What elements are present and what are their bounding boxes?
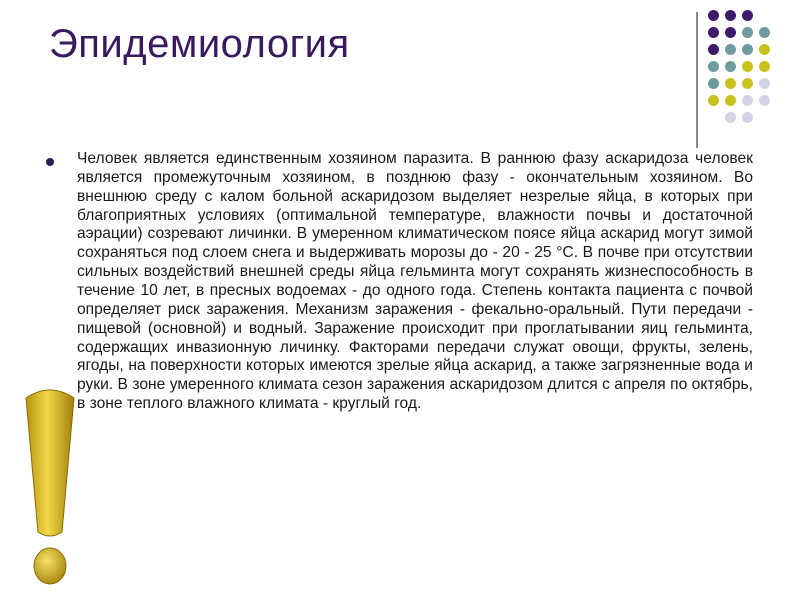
decor-dot	[725, 44, 736, 55]
exclamation-icon	[20, 380, 80, 595]
decor-dot	[708, 27, 719, 38]
decor-dot	[708, 10, 719, 21]
decor-dot	[759, 61, 770, 72]
decor-dot	[742, 112, 753, 123]
decor-dot	[759, 44, 770, 55]
dot-grid-icon	[708, 10, 772, 130]
bullet-icon	[46, 158, 54, 166]
decor-dot	[759, 27, 770, 38]
decor-dot	[725, 78, 736, 89]
body-paragraph: Человек является единственным хозяином паразита. В раннюю фазу аскаридоза человек является промежуточным хозяином, в позднюю фазу - окончательным хозяином. Во внешнюю среду с калом больной аскаридозом выделяет незрелые яйца, в которых при благоприятных условиях (оптимальной температуре, влажности почвы и достаточной аэрации) созревают личинки. В умеренном климатическом поясе яйца аскарид могут зимой сохраняться под слоем снега и выдерживать морозы до - 20 - 25 °С. В почве при отсутствии сильных воздействий внешней среды яйца гельминта могут сохранять жизнеспособность в течение 10 лет, в пресных водоемах - до одного года. Степень контакта пациента с почвой определяет риск заражения. Механизм заражения - фекально-оральный. Пути передачи - пищевой (основной) и водный. Заражение происходит при проглатывании яиц гельминта, содержащих инвазионную личинку. Факторами передачи служат овощи, фрукты, зелень, ягоды, на поверхности которых имеются зрелые яйца аскарид, а также загрязненные вода и руки. В зоне умеренного климата сезон заражения аскаридозом длится с апреля по октябрь, в зоне теплого влажного климата - круглый год.	[77, 150, 753, 413]
decor-dot	[742, 10, 753, 21]
decor-dot	[759, 95, 770, 106]
decor-dot	[725, 10, 736, 21]
decor-dot	[725, 61, 736, 72]
decor-dot	[759, 78, 770, 89]
decor-dot	[725, 27, 736, 38]
slide-title: Эпидемиология	[49, 22, 350, 66]
decor-dot	[708, 78, 719, 89]
decor-dot	[725, 112, 736, 123]
decor-dot	[742, 44, 753, 55]
decor-dot	[742, 78, 753, 89]
decor-dot	[742, 95, 753, 106]
vertical-divider	[696, 12, 698, 148]
decor-dot	[708, 61, 719, 72]
decor-dot	[742, 61, 753, 72]
decor-dot	[725, 95, 736, 106]
decor-dot	[742, 27, 753, 38]
decor-dot	[708, 44, 719, 55]
decor-dot	[708, 95, 719, 106]
